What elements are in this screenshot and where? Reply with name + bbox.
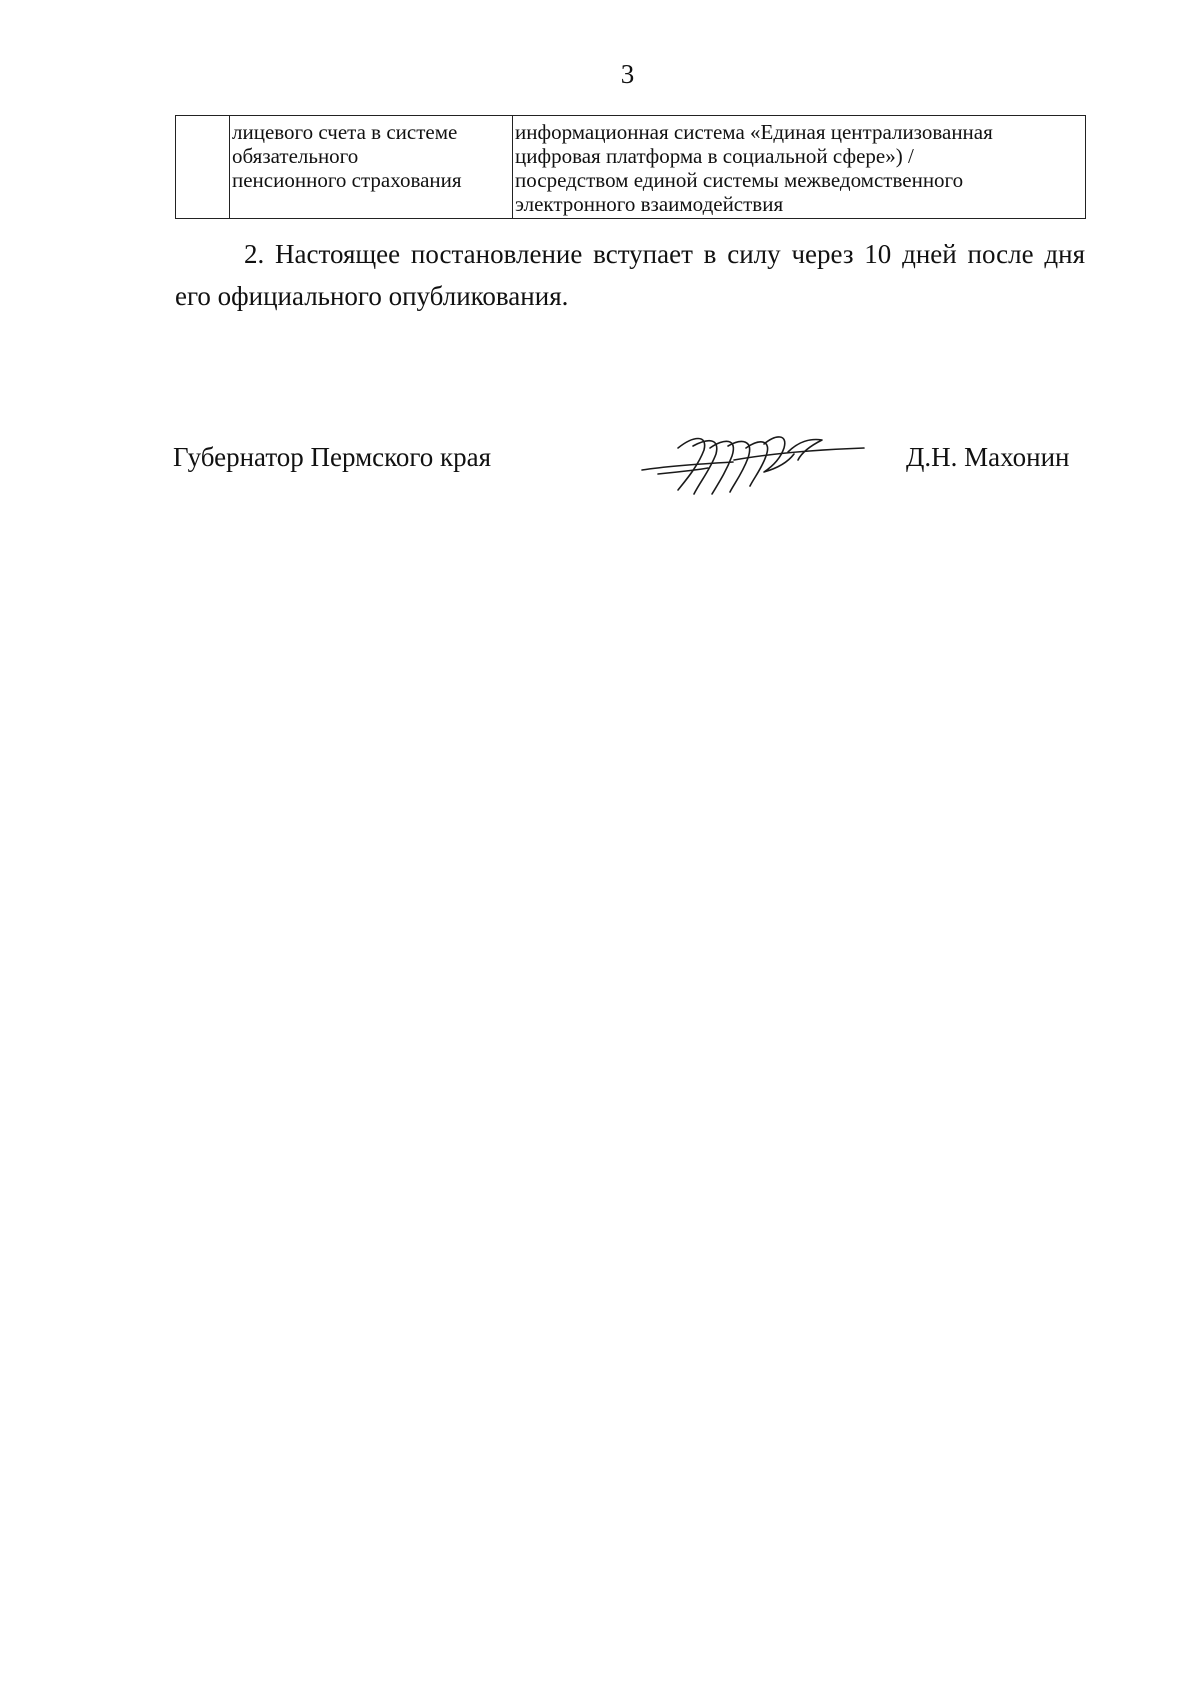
- signatory-position: Губернатор Пермского края: [173, 442, 492, 472]
- table-row: [176, 116, 1086, 219]
- table-cell-text: информационная система «Единая централизованная цифровая платформа в социальной сфере») / посредством единой системы межведомственного электронного взаимодействия: [515, 120, 993, 216]
- continuation-table: [175, 115, 1086, 219]
- table-cell-number: [176, 116, 230, 219]
- table-cell-text: лицевого счета в системе обязательного пенсионного страхования: [232, 120, 462, 192]
- table-cell-document: [230, 116, 513, 219]
- signature-image: [638, 428, 868, 498]
- paragraph-effective-date: 2. Настоящее постановление вступает в силу через 10 дней после дня его официального опубликования.: [175, 239, 1085, 311]
- signatory-name: Д.Н. Махонин: [906, 442, 1070, 472]
- table-cell-source: [513, 116, 1086, 219]
- page-number: 3: [620, 59, 635, 89]
